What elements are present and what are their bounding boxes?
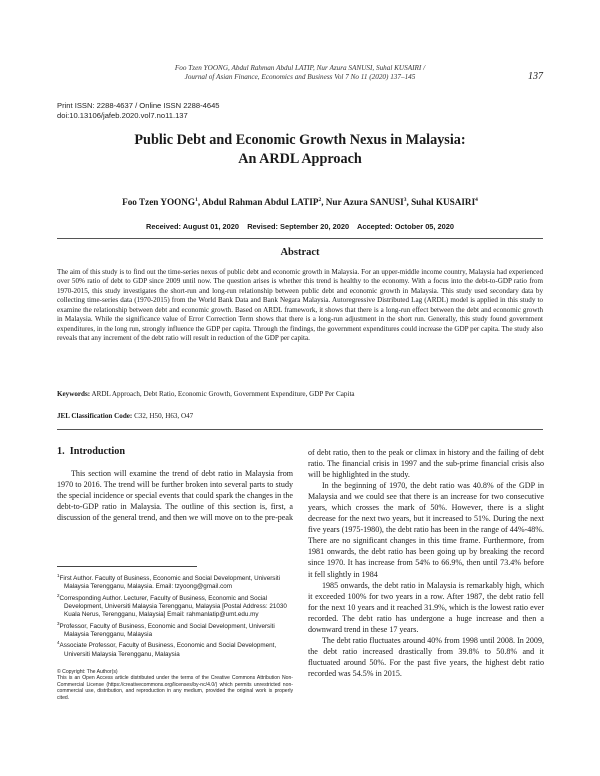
- paper-title: [0, 131, 600, 169]
- doi-line: doi:10.13106/jafeb.2020.vol7.no11.137: [57, 111, 188, 120]
- footnote: $^1$First Author. Faculty of Business, Economic and Social Development, Universiti Malaysia Terengganu, Malaysia. Email: tzyoong@gmail.com: [57, 573, 281, 591]
- abstract-text: The aim of this study is to find out the time-series nexus of public debt and economic growth in Malaysia. For an upper-middle income country, Malaysia had experienced over 50% ratio of debt to GDP since 2009 until now. The question arises is whether this trend is healthy to the economy. With a focus into the debt-to-GDP ratio from 1970-2015, this study investigates the short-run and long-run relationship between public debt and economic growth in Malaysia. This study used secondary data by collecting time-series data (1970-2015) from the World Bank Data and Bank Negara Malaysia. Autoregressive Distributed Lag (ARDL) model is applied in this study to examine the relationship between debt and economic growth. Based on ARDL framework, it shows that there is a long-run effect between the debt and economic growth in Malaysia. While the significance value of Error Correction Term shows that there is a long-run adjustment in the short run. Generally, this study found government expenditures, in the long run, strongly influence the GDP per capita. Through the findings, the government expenditures could increase the GDP per capita. The study also reveals that any increment of the debt ratio will result in reduction of the GDP per capita.: [57, 268, 543, 343]
- author-sup: 4: [475, 197, 478, 203]
- copyright-notice: [57, 669, 293, 701]
- author-sup: 2: [318, 197, 322, 203]
- keywords: [57, 390, 543, 400]
- issn-block: [57, 101, 220, 121]
- footnote: $^4$Associate Professor, Faculty of Business, Economic and Social Development, Universiti Malaysia Terengganu, Malaysia: [57, 640, 277, 658]
- keywords-label: Keywords:: [57, 390, 91, 398]
- left-column-text: [57, 468, 293, 523]
- paragraph: of debt ratio, then to the peak or climax in history and the failing of debt ratio. The financial crisis in 1997 and the sub-prime financial crisis also will be highlighted in the study.: [308, 448, 544, 480]
- section-heading: 1. Introduction: [57, 446, 126, 457]
- author-name: Abdul Rahman Abdul LATIP: [201, 197, 319, 208]
- divider: [57, 429, 543, 430]
- footnote: $^3$Professor, Faculty of Business, Economic and Social Development, Universiti Malaysia Terengganu, Malaysia: [57, 620, 275, 638]
- keywords-text: ARDL Approach, Debt Ratio, Economic Growth, Government Expenditure, GDP Per Capita: [91, 390, 355, 398]
- paragraph: In the beginning of 1970, the debt ratio was 40.8% of the GDP in Malaysia and we could see that there is an increase for two consecutive years, which crosses the mark of 50%. However, there is a slight decrease for the next two years, but it increased to 51%. During the next five years (1975-1980), the debt ratio has been in the range of 44%-48%. There are no significant changes in this time frame. Furthermore, from 1981 onwards, the debt ratio has been going up by breaking the record since 1970. It has increase from 54% to 66.9%, then until 73.4% before it fell slightly in 1984: [308, 481, 544, 579]
- footnote: $^2$Corresponding Author. Lecturer, Faculty of Business, Economic and Social Development, Universiti Malaysia Terengganu, Malaysia [Postal Address: 21030 Kuala Nerus, Terengganu, Malaysia] Email: rahmanlatip@umt.edu.my: [57, 592, 287, 619]
- abstract-heading: Abstract: [280, 247, 320, 258]
- footnote-divider: [57, 566, 197, 567]
- author-name: Nur Azura SANUSI: [325, 197, 404, 208]
- author-sup: 1: [195, 197, 198, 203]
- jel-classification: [57, 412, 543, 422]
- author-list: Foo Tzen YOONG$^1$, Abdul Rahman Abdul LATIP$^2$, Nur Azura SANUSI$^3$, Suhal KUSAIRI$^4$: [122, 197, 478, 208]
- author-name: Suhal KUSAIRI: [411, 197, 476, 208]
- paper-title-line1: Public Debt and Economic Growth Nexus in Malaysia:: [134, 132, 466, 148]
- jel-label: JEL Classification Code:: [57, 412, 133, 420]
- footnotes: [57, 572, 293, 659]
- copyright-line: © Copyright: The Author(s): [57, 669, 118, 675]
- jel-codes: C32, H50, H63, O47: [134, 412, 194, 420]
- running-header-journal: Journal of Asian Finance, Economics and Business Vol 7 No 11 (2020) 137–145: [184, 73, 416, 81]
- divider: [57, 238, 543, 239]
- paragraph: The debt ratio fluctuates around 40% from 1998 until 2008. In 2009, the debt ratio increased drastically from 39.8% to 50.8% and it fluctuated around 50%. For the past five years, the highest debt ratio recorded was 54.5% in 2015.: [308, 635, 544, 678]
- author-sup: 3: [403, 197, 407, 203]
- paper-title-line2: An ARDL Approach: [238, 151, 362, 167]
- right-column-text: [308, 447, 544, 679]
- running-header: [0, 64, 600, 82]
- running-header-authors: Foo Tzen YOONG, Abdul Rahman Abdul LATIP, Nur Azura SANUSI, Suhal KUSAIRI /: [174, 64, 426, 72]
- intro-paragraph: This section will examine the trend of debt ratio in Malaysia from 1970 to 2016. The trend will be further broken into several parts to study the special incidence or special events that could spark the changes in the debt-to-GDP ratio in Malaysia. The outline of this section is, first, a discussion of the general trend, and then we will move on to the pre-peak: [57, 469, 293, 523]
- paragraph: 1985 onwards, the debt ratio in Malaysia is remarkably high, which it exceeded 100% for two years in a row. After 1987, the debt ratio fell for the next 10 years and it reached 31.9%, which is the lowest ratio ever recorded. The debt ratio has undergone a huge increase and then a downward trend in these 17 years.: [308, 580, 544, 634]
- license-text: This is an Open Access article distributed under the terms of the Creative Commons Attribution Non-Commercial License (https://creativecommons.org/licenses/by-nc/4.0/) which permits unrestricted non-commercial use, distribution, and reproduction in any medium, provided the original work is properly cited.: [57, 675, 293, 701]
- received-dates: Received: August 01, 2020 Revised: September 20, 2020 Accepted: October 05, 2020: [146, 222, 454, 231]
- issn-line: Print ISSN: 2288-4637 / Online ISSN 2288-4645: [57, 101, 220, 110]
- page-number: 137: [528, 71, 543, 82]
- author-name: Foo Tzen YOONG: [122, 197, 196, 208]
